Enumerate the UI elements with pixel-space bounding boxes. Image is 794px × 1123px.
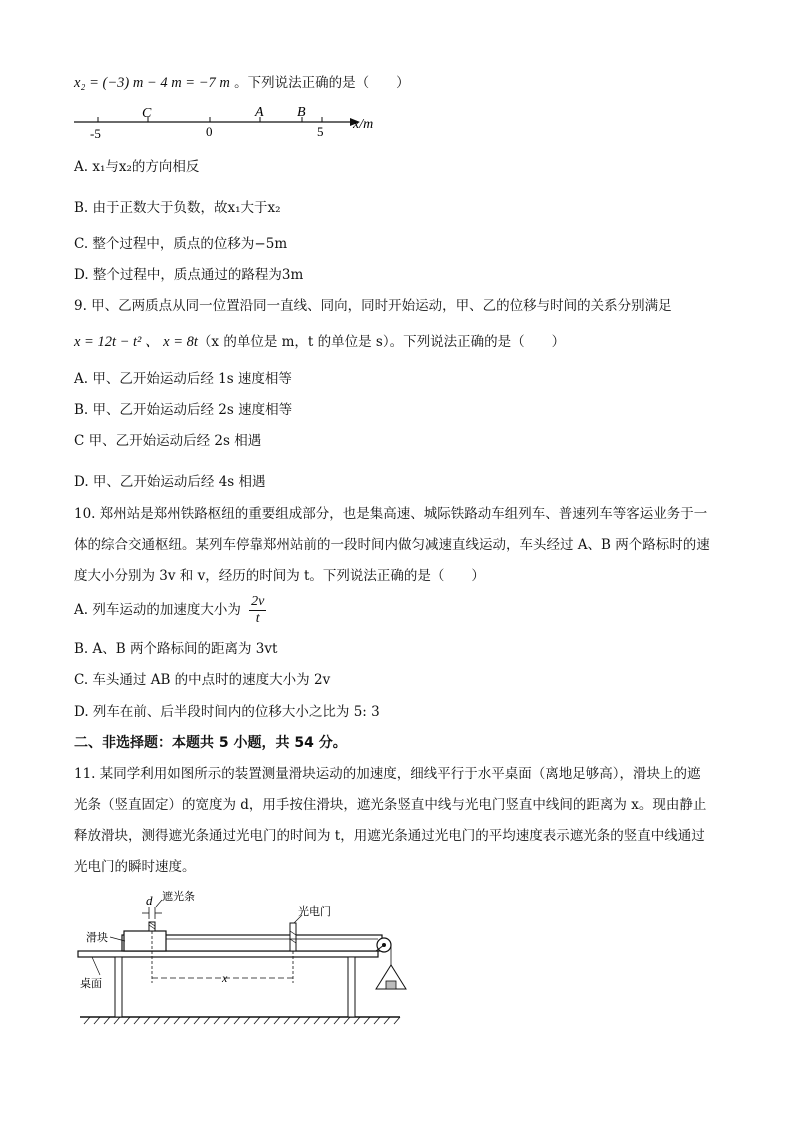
light-gate bbox=[290, 923, 296, 951]
label-shading-strip: 遮光条 bbox=[162, 891, 195, 903]
q9-option-a: A. 甲、乙开始运动后经 1s 速度相等 bbox=[74, 371, 292, 387]
label-x: x bbox=[222, 971, 228, 985]
q8-lead-formula: x₂ = (−3) m − 4 m = −7 m bbox=[74, 75, 230, 91]
q10-stem-line-2: 体的综合交通枢纽。某列车停靠郑州站前的一段时间内做匀减速直线运动，车头经过 A、B 两个路标时的速 bbox=[74, 537, 710, 553]
tick-label-minus5: -5 bbox=[90, 126, 101, 140]
q8-number-line bbox=[70, 100, 390, 140]
q11-apparatus-figure bbox=[70, 885, 430, 1030]
label-table: 桌面 bbox=[80, 978, 102, 990]
axis-unit-label: x/m bbox=[353, 117, 374, 132]
q8-option-b: B. 由于正数大于负数，故x₁大于x₂ bbox=[74, 200, 281, 216]
q9-formula-tail: （x 的单位是 m，t 的单位是 s）。下列说法正确的是（ ） bbox=[197, 334, 566, 350]
q11-line-3: 释放滑块，测得遮光条通过光电门的时间为 t，用遮光条通过光电门的平均速度表示遮光条的竖直中线通过 bbox=[74, 828, 705, 844]
q9-option-d: D. 甲、乙开始运动后经 4s 相遇 bbox=[74, 474, 266, 490]
q10-option-a: A. 列车运动的加速度大小为 bbox=[74, 602, 241, 618]
q9-option-c: C 甲、乙开始运动后经 2s 相遇 bbox=[74, 433, 262, 449]
q11-line-1: 11. 某同学利用如图所示的装置测量滑块运动的加速度，细线平行于水平桌面（离地足够高），滑块上的遮 bbox=[74, 766, 701, 782]
q10-option-d: D. 列车在前、后半段时间内的位移大小之比为 5: 3 bbox=[74, 704, 380, 720]
label-slider: 滑块 bbox=[86, 932, 108, 944]
point-a-label: A bbox=[255, 105, 264, 120]
q10-option-c: C. 车头通过 AB 的中点时的速度大小为 2v bbox=[74, 672, 331, 688]
point-b-label: B bbox=[297, 105, 306, 120]
q11-line-2: 光条（竖直固定）的宽度为 d，用手按住滑块，遮光条竖直中线与光电门竖直中线间的距离为 x。现由静止 bbox=[74, 797, 707, 813]
section-2-title: 二、非选择题：本题共 5 小题，共 54 分。 bbox=[74, 735, 347, 751]
q8-option-c: C. 整个过程中，质点的位移为−5m bbox=[74, 236, 288, 252]
q10-stem-line-3: 度大小分别为 3v 和 v，经历的时间为 t。下列说法正确的是（ ） bbox=[74, 568, 485, 584]
label-light-gate: 光电门 bbox=[298, 906, 331, 918]
q9-formula: x = 12t − t² 、 x = 8t bbox=[74, 334, 198, 350]
tick-label-5: 5 bbox=[317, 124, 324, 139]
q9-stem: 9. 甲、乙两质点从同一位置沿同一直线、同向，同时开始运动，甲、乙的位移与时间的关系分别满足 bbox=[74, 298, 672, 314]
table-leg-right bbox=[348, 957, 355, 1017]
ground-hatching bbox=[84, 1017, 400, 1024]
q10-stem-line-1: 10. 郑州站是郑州铁路枢纽的重要组成部分，也是集高速、城际铁路动车组列车、普速列车等客运业务于一 bbox=[74, 506, 708, 522]
q10-option-b: B. A、B 两个路标间的距离为 3vt bbox=[74, 641, 278, 657]
q10-option-a-fraction bbox=[249, 594, 266, 627]
weight bbox=[386, 981, 396, 989]
q8-stem: 。下列说法正确的是（ ） bbox=[229, 75, 410, 91]
q8-option-a: A. x₁与x₂的方向相反 bbox=[74, 159, 200, 175]
slider-block bbox=[124, 931, 166, 951]
fraction-denominator: t bbox=[255, 611, 260, 626]
fraction-numerator: 2v bbox=[251, 594, 265, 609]
q10-option-a-line bbox=[74, 594, 266, 627]
table-leg-left bbox=[115, 957, 122, 1017]
q8-stem-line bbox=[74, 74, 410, 92]
label-d: d bbox=[146, 893, 153, 908]
q8-option-d: D. 整个过程中，质点通过的路程为3m bbox=[74, 267, 304, 283]
table-top bbox=[78, 951, 378, 957]
shading-strip bbox=[149, 922, 155, 931]
q11-line-4: 光电门的瞬时速度。 bbox=[74, 859, 196, 875]
tick-label-0: 0 bbox=[206, 124, 213, 139]
q9-option-b: B. 甲、乙开始运动后经 2s 速度相等 bbox=[74, 402, 293, 418]
point-c-label: C bbox=[142, 106, 152, 121]
q9-formula-line bbox=[74, 333, 565, 351]
